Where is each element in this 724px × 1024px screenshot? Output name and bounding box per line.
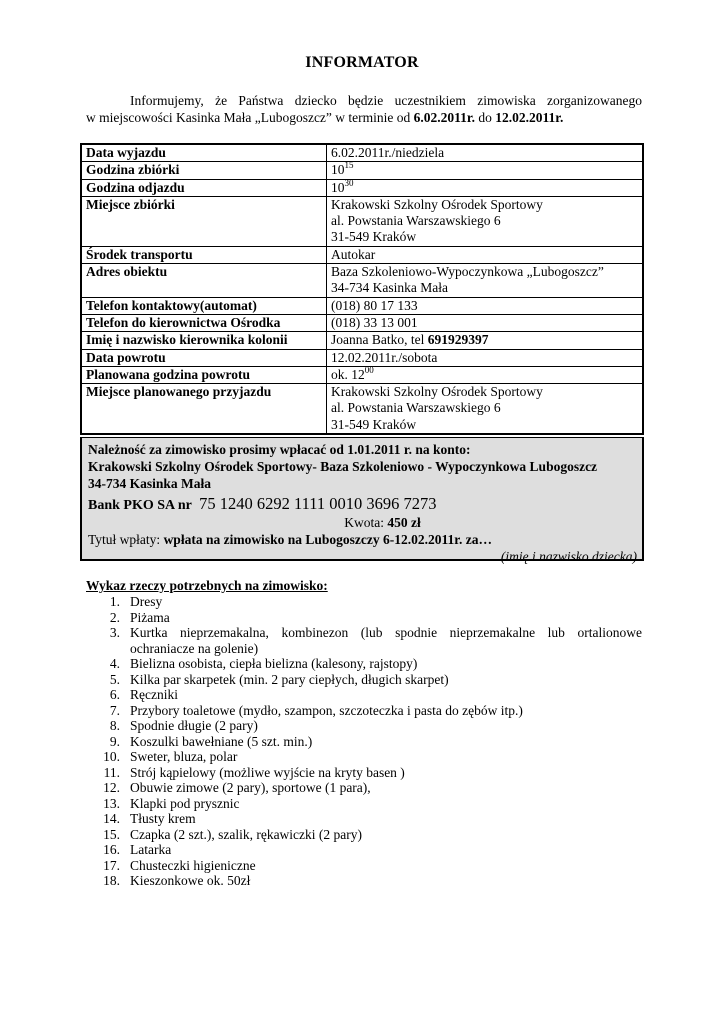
- payment-line-2: Krakowski Szkolny Ośrodek Sportowy- Baza Szkoleniowo - Wypoczynkowa Lubogoszcz: [88, 459, 598, 474]
- info-value-line: Krakowski Szkolny Ośrodek Sportowy: [331, 384, 543, 400]
- info-value-text: 10: [331, 179, 345, 195]
- list-item-text: Chusteczki higieniczne: [130, 857, 256, 873]
- list-item-text: Obuwie zimowe (2 pary), sportowe (1 para),: [130, 780, 371, 795]
- intro-date-to: 12.02.2011r.: [495, 110, 564, 125]
- child-name-hint: (imię i nazwisko dziecka): [500, 549, 637, 564]
- info-value-text: Autokar: [331, 246, 376, 262]
- info-row-label: Telefon do kierownictwa Ośrodka: [81, 314, 327, 331]
- payment-box: [80, 437, 644, 564]
- info-row-label: Godzina zbiórki: [81, 162, 327, 179]
- items-list-title: Wykaz rzeczy potrzebnych na zimowisko:: [86, 578, 328, 593]
- list-item-number: 5.: [109, 671, 120, 687]
- list-item-text: Dresy: [130, 594, 163, 609]
- list-item: [86, 625, 642, 656]
- intro-line-1: Informujemy, że Państwa dziecko będzie uczestnikiem zimowiska zorganizowanego: [130, 93, 642, 108]
- info-row: [81, 297, 643, 314]
- list-item-number: 11.: [103, 764, 120, 780]
- list-item-number: 3.: [109, 625, 120, 640]
- info-value-text: ok. 12: [331, 366, 365, 382]
- info-value-text: 6.02.2011r./niedziela: [331, 145, 445, 160]
- info-row-label: Środek transportu: [81, 246, 327, 263]
- info-row-value: [327, 349, 644, 366]
- amount-label: Kwota:: [344, 515, 388, 530]
- list-item: [86, 594, 642, 610]
- list-item: [86, 873, 642, 889]
- info-value-text: (018) 80 17 133: [331, 297, 418, 313]
- payment-title-value: wpłata na zimowisko na Lubogoszczy 6-12.02.2011r. za…: [163, 532, 492, 547]
- page-title: INFORMATOR: [305, 54, 419, 71]
- items-list: [86, 594, 642, 889]
- bank-label: Bank PKO SA nr: [88, 498, 196, 513]
- list-item: [86, 811, 642, 827]
- list-item-number: 10.: [103, 749, 120, 764]
- info-value-line: al. Powstania Warszawskiego 6: [331, 400, 501, 416]
- list-item: [86, 858, 642, 874]
- info-row-value: [327, 196, 644, 246]
- list-item: [86, 734, 642, 750]
- payment-title-label: Tytuł wpłaty:: [88, 532, 164, 547]
- payment-line-1: Należność za zimowisko prosimy wpłacać od 1.01.2011 r. na konto:: [88, 442, 471, 457]
- info-value-line: 31-549 Kraków: [331, 229, 417, 245]
- list-item: [86, 672, 642, 688]
- list-item-text: Kieszonkowe ok. 50zł: [130, 873, 251, 888]
- list-item-number: 8.: [109, 718, 120, 733]
- bank-account-line: [88, 495, 637, 514]
- info-row: [81, 144, 643, 162]
- intro-line-2-prefix: w miejscowości Kasinka Mała „Lubogoszcz” w terminie od: [86, 110, 414, 125]
- account-number: 75 1240 6292 1111 0010 3696 7273: [199, 494, 437, 513]
- info-value-superscript: 00: [364, 364, 374, 375]
- list-item: [86, 656, 642, 672]
- info-value-text: 10: [331, 162, 345, 178]
- list-item-text: Ręczniki: [130, 687, 178, 702]
- list-item-text: Spodnie długie (2 pary): [130, 718, 258, 733]
- payment-title-line: [88, 531, 637, 548]
- list-item-number: 18.: [103, 873, 120, 888]
- info-row-label: Data wyjazdu: [81, 144, 327, 162]
- amount-line: [88, 514, 637, 531]
- list-item-text: Strój kąpielowy (możliwe wyjście na kryty basen ): [130, 764, 405, 780]
- list-item: [86, 687, 642, 703]
- list-item: [86, 842, 642, 858]
- info-row-value: [327, 297, 644, 314]
- list-item-text: Bielizna osobista, ciepła bielizna (kalesony, rajstopy): [130, 656, 418, 671]
- info-row-label: Imię i nazwisko kierownika kolonii: [81, 332, 327, 349]
- info-row-label: Miejsce zbiórki: [81, 196, 327, 246]
- list-item: [86, 718, 642, 734]
- info-row: [81, 162, 643, 179]
- list-item: [86, 765, 642, 781]
- trip-info-table: [80, 143, 644, 435]
- payment-line-3: 34-734 Kasinka Mała: [88, 476, 212, 491]
- info-row-value: [327, 314, 644, 331]
- info-value-line: Baza Szkoleniowo-Wypoczynkowa „Lubogoszcz”: [331, 264, 604, 280]
- info-row-label: Data powrotu: [81, 349, 327, 366]
- list-item-number: 17.: [103, 857, 120, 873]
- list-item-number: 6.: [109, 687, 120, 702]
- info-row-label: Godzina odjazdu: [81, 179, 327, 196]
- list-item: [86, 703, 642, 719]
- list-item-number: 4.: [109, 656, 120, 671]
- intro-line-2: [86, 109, 642, 126]
- info-row: [81, 246, 643, 263]
- info-value-text: Joanna Batko, tel: [331, 332, 428, 348]
- list-item-number: 13.: [103, 795, 120, 811]
- info-row: [81, 196, 643, 246]
- list-item-number: 12.: [103, 780, 120, 795]
- info-value-text: 12.02.2011r./sobota: [331, 349, 438, 365]
- list-item-text: Sweter, bluza, polar: [130, 749, 238, 764]
- info-row-value: [327, 162, 644, 179]
- list-item-number: 7.: [109, 702, 120, 718]
- list-item-text: Kurtka nieprzemakalna, kombinezon (lub spodnie nieprzemakalne lub ortalionowe ochraniacze na golenie): [130, 625, 642, 656]
- info-value-bold: 691929397: [427, 332, 489, 348]
- info-row-value: [327, 384, 644, 434]
- list-item-text: Klapki pod prysznic: [130, 795, 240, 811]
- list-item-text: Piżama: [130, 609, 170, 625]
- info-row-value: [327, 264, 644, 298]
- list-item-number: 1.: [109, 594, 120, 609]
- list-item: [86, 827, 642, 843]
- info-row: [81, 179, 643, 196]
- list-item-number: 15.: [103, 826, 120, 842]
- list-item-number: 14.: [103, 811, 120, 826]
- list-item: [86, 749, 642, 765]
- list-item-number: 16.: [103, 842, 120, 857]
- list-item-text: Koszulki bawełniane (5 szt. min.): [130, 733, 313, 749]
- info-row: [81, 314, 643, 331]
- list-item: [86, 780, 642, 796]
- info-row-value: [327, 366, 644, 383]
- info-row-label: Telefon kontaktowy(automat): [81, 297, 327, 314]
- list-item-number: 2.: [109, 609, 120, 625]
- info-row: [81, 264, 643, 298]
- list-item-number: 9.: [109, 733, 120, 749]
- info-row-value: [327, 144, 644, 162]
- list-item-text: Latarka: [130, 842, 172, 857]
- amount-value: 450 zł: [387, 515, 421, 530]
- info-row: [81, 349, 643, 366]
- list-item-text: Kilka par skarpetek (min. 2 pary ciepłych, długich skarpet): [130, 671, 449, 687]
- info-row-label: Miejsce planowanego przyjazdu: [81, 384, 327, 434]
- info-row-value: [327, 246, 644, 263]
- info-value-line: al. Powstania Warszawskiego 6: [331, 213, 501, 229]
- list-item-text: Tłusty krem: [130, 811, 196, 826]
- list-item: [86, 610, 642, 626]
- intro-mid: do: [475, 110, 496, 125]
- info-row: [81, 366, 643, 383]
- intro-paragraph: [86, 92, 642, 126]
- info-value-line: 34-734 Kasinka Mała: [331, 280, 448, 296]
- info-value-text: (018) 33 13 001: [331, 314, 418, 330]
- list-item-text: Czapka (2 szt.), szalik, rękawiczki (2 pary): [130, 826, 363, 842]
- info-row-label: Adres obiektu: [81, 264, 327, 298]
- list-item-text: Przybory toaletowe (mydło, szampon, szczoteczka i pasta do zębów itp.): [130, 702, 523, 718]
- info-row: [81, 332, 643, 349]
- info-value-superscript: 30: [344, 177, 354, 188]
- info-row-value: [327, 332, 644, 349]
- info-value-line: Krakowski Szkolny Ośrodek Sportowy: [331, 196, 543, 212]
- info-row-label: Planowana godzina powrotu: [81, 366, 327, 383]
- info-value-superscript: 15: [344, 160, 354, 171]
- info-row-value: [327, 179, 644, 196]
- list-item: [86, 796, 642, 812]
- info-value-line: 31-549 Kraków: [331, 416, 417, 432]
- intro-date-from: 6.02.2011r.: [413, 110, 476, 125]
- info-row: [81, 384, 643, 434]
